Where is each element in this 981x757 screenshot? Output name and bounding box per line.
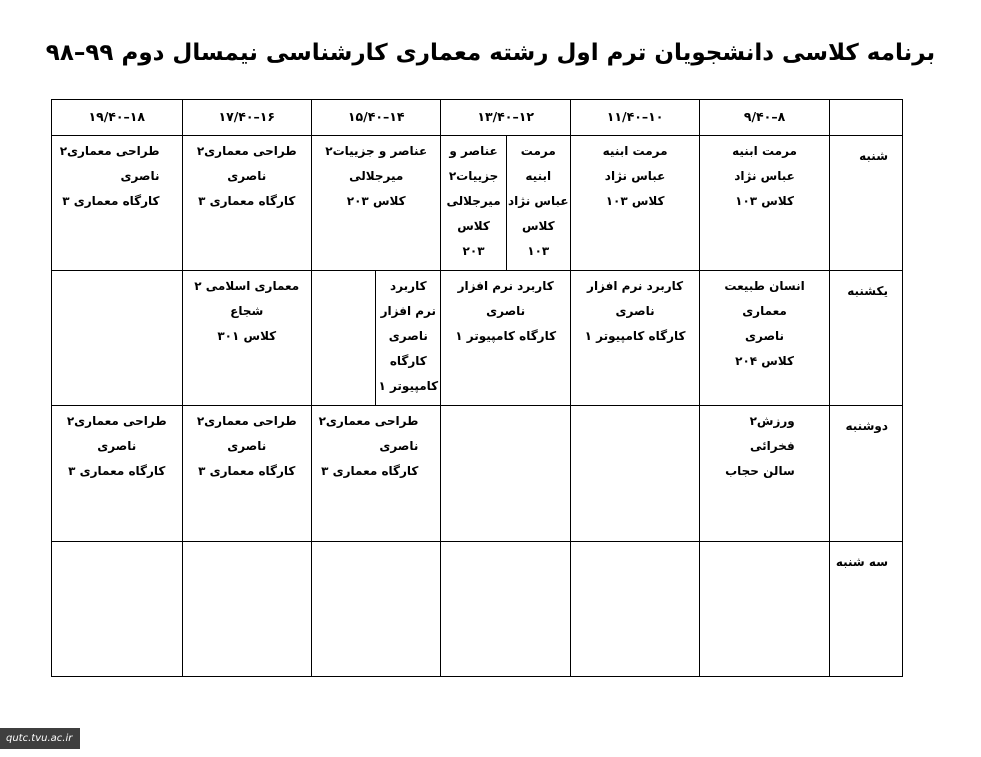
class-cell (182, 271, 311, 406)
class-cell (700, 271, 829, 406)
class-cell (52, 406, 183, 542)
instructor-name: ناصری (227, 169, 267, 183)
empty-cell (570, 542, 699, 677)
class-cell (441, 136, 506, 271)
instructor-name: ناصری (379, 439, 419, 453)
room-line: کارگاه (389, 354, 427, 368)
course-name: مرمت ابنیه (732, 144, 797, 158)
class-cell (570, 271, 699, 406)
room-name: کارگاه معماری ۳ (68, 464, 166, 478)
room-name: کارگاه معماری ۳ (62, 194, 160, 208)
page-title: برنامه کلاسی دانشجویان ترم اول رشته معماری کارشناسی نیمسال دوم ۹۹–۹۸ (45, 40, 936, 66)
room-line: ۱۰۳ (527, 244, 550, 258)
instructor-name: ناصری (615, 304, 655, 318)
course-name: معماری اسلامی ۲ (194, 279, 300, 293)
course-line: عناصر و (449, 144, 498, 158)
day-label: شنبه (829, 136, 902, 271)
time-header: ۱۶–۱۷/۴۰ (182, 100, 311, 136)
class-cell (506, 136, 570, 271)
time-header-row (52, 100, 903, 136)
instructor-name: ناصری (227, 439, 267, 453)
room-line: کلاس (521, 219, 555, 233)
day-row-tuesday (52, 542, 903, 677)
instructor-name: شجاع (230, 304, 264, 318)
day-label: یکشنبه (829, 271, 902, 406)
empty-cell (52, 542, 183, 677)
instructor-name: میرجلالی (446, 194, 501, 208)
empty-cell (52, 271, 183, 406)
time-header: ۱۲–۱۳/۴۰ (441, 100, 570, 136)
room-name: کارگاه معماری ۳ (198, 464, 296, 478)
empty-cell (441, 406, 570, 542)
time-header: ۱۸–۱۹/۴۰ (52, 100, 183, 136)
class-cell (182, 406, 311, 542)
class-cell (700, 136, 829, 271)
class-cell (441, 271, 570, 406)
course-line: جزییات۲ (448, 169, 499, 183)
time-header: ۱۴–۱۵/۴۰ (311, 100, 440, 136)
room-name: کلاس ۳۰۱ (217, 329, 277, 343)
course-name: عناصر و جزییات۲ (325, 144, 428, 158)
day-label: دوشنبه (829, 406, 902, 542)
room-name: کلاس ۲۰۴ (735, 354, 794, 368)
course-name: طراحی معماری۲ (196, 414, 297, 428)
instructor-name: ناصری (388, 329, 428, 343)
empty-cell (311, 542, 440, 677)
day-row-monday (52, 406, 903, 542)
instructor-name: ناصری (97, 439, 137, 453)
room-name: سالن حجاب (725, 464, 795, 478)
course-line: مرمت (520, 144, 556, 158)
class-cell (52, 136, 183, 271)
room-name: کارگاه کامپیوتر ۱ (584, 329, 686, 343)
class-cell (570, 136, 699, 271)
instructor-name: عباس نژاد (604, 169, 666, 183)
course-line: کاربرد (390, 279, 427, 293)
course-line: ابنیه (525, 169, 552, 183)
room-name: کارگاه معماری ۳ (198, 194, 296, 208)
class-cell (182, 136, 311, 271)
time-header: ۱۰–۱۱/۴۰ (570, 100, 699, 136)
course-name: ورزش۲ (749, 414, 795, 428)
course-name: طراحی معماری۲ (196, 144, 297, 158)
instructor-name: عباس نژاد (734, 169, 795, 183)
class-cell (311, 406, 440, 542)
instructor-name: فخرائی (750, 439, 795, 453)
empty-cell (311, 271, 375, 406)
room-name: کلاس ۱۰۳ (605, 194, 665, 208)
course-name: کاربرد نرم افزار (457, 279, 554, 293)
schedule-table (51, 99, 903, 677)
empty-cell (570, 406, 699, 542)
class-cell (376, 271, 441, 406)
room-name: کلاس ۱۰۳ (735, 194, 794, 208)
course-name: طراحی معماری۲ (66, 414, 167, 428)
empty-cell (441, 542, 570, 677)
instructor-name: عباس نژاد (507, 194, 569, 208)
instructor-name: ناصری (120, 169, 160, 183)
class-cell (311, 136, 440, 271)
instructor-name: ناصری (744, 329, 785, 343)
room-line: ۲۰۳ (462, 244, 485, 258)
instructor-name: میرجلالی (349, 169, 404, 183)
room-name: کارگاه معماری ۳ (321, 464, 419, 478)
empty-cell (700, 542, 829, 677)
day-label: سه شنبه (829, 542, 902, 677)
time-header: ۸–۹/۴۰ (700, 100, 829, 136)
day-row-saturday (52, 136, 903, 271)
corner-cell (829, 100, 902, 136)
room-line: کلاس (457, 219, 490, 233)
instructor-name: ناصری (486, 304, 526, 318)
course-name: انسان طبیعت معماری (724, 279, 805, 318)
course-name: طراحی معماری۲ (59, 144, 160, 158)
room-name: کلاس ۲۰۳ (346, 194, 406, 208)
course-line: نرم افزار (380, 304, 437, 318)
room-name: کارگاه کامپیوتر ۱ (455, 329, 557, 343)
course-name: طراحی معماری۲ (318, 414, 419, 428)
class-cell (700, 406, 829, 542)
room-line: کامپیوتر ۱ (378, 379, 439, 393)
site-watermark: qutc.tvu.ac.ir (0, 728, 80, 749)
course-name: مرمت ابنیه (602, 144, 668, 158)
day-row-sunday (52, 271, 903, 406)
course-name: کاربرد نرم افزار (587, 279, 684, 293)
empty-cell (182, 542, 311, 677)
